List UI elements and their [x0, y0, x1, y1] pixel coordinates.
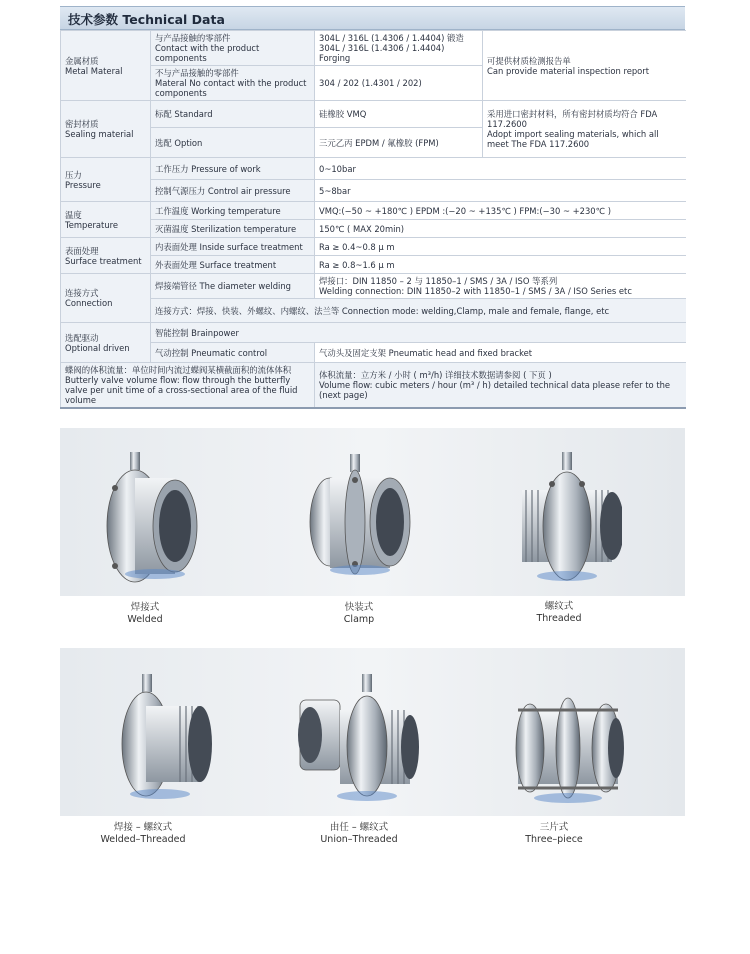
union-threaded-valve-image — [292, 670, 422, 810]
caption-clamp: 快装式 Clamp — [343, 602, 375, 625]
caption-three-piece: 三片式 Three–piece — [525, 822, 583, 845]
seal-standard-label: 标配 Standard — [151, 101, 315, 128]
metal-note: 可提供材质检测报告单 Can provide material inspection report — [483, 31, 686, 101]
temperature-steril-value: 150℃ ( MAX 20min) — [315, 220, 686, 238]
seal-note: 采用进口密封材料，所有密封材质均符合 FDA 117.2600 Adopt import sealing materials, which all meet The FDA 117.2600 — [483, 101, 686, 158]
table-row — [61, 299, 686, 323]
table-row — [61, 202, 686, 220]
metal-contact-value: 304L / 316L (1.4306 / 1.4404) 锻造 304L / 316L (1.4306 / 1.4404) Forging — [315, 31, 483, 66]
seal-standard-value: 硅橡胶 VMQ — [315, 101, 483, 128]
three-piece-valve-image — [508, 680, 628, 810]
table-row — [61, 180, 686, 202]
table-row — [61, 274, 686, 299]
surface-inside-label: 内表面处理 Inside surface treatment — [151, 238, 315, 256]
section-header — [60, 6, 685, 30]
table-row — [61, 220, 686, 238]
caption-welded: 焊接式 Welded — [127, 602, 163, 625]
connection-category: 连接方式 Connection — [61, 274, 151, 323]
connection-diameter-label: 焊接端管径 The diameter welding — [151, 274, 315, 299]
drive-pneumatic-value: 气动头及固定支架 Pneumatic head and fixed bracket — [315, 343, 686, 363]
drive-brainpower: 智能控制 Brainpower — [151, 323, 686, 343]
pressure-work-value: 0~10bar — [315, 158, 686, 180]
surface-outside-value: Ra ≥ 0.8~1.6 μ m — [315, 256, 686, 274]
clamp-valve-image — [300, 450, 420, 590]
flow-definition: 蝶阀的体积流量：单位时间内流过蝶阀某横截面积的流体体积 Butterly valve volume flow: flow through the butterfly valve per unit time of a cross-sectional area of the fluid volume — [61, 363, 315, 409]
welded-valve-image — [95, 448, 205, 588]
surface-category: 表面处理 Surface treatment — [61, 238, 151, 274]
seal-category: 密封材质 Sealing material — [61, 101, 151, 158]
section-title: 技术参数 Technical Data — [68, 12, 225, 27]
surface-outside-label: 外表面处理 Surface treatment — [151, 256, 315, 274]
caption-union-threaded: 由任 – 螺纹式 Union–Threaded — [320, 822, 398, 845]
metal-nocontact-value: 304 / 202 (1.4301 / 202) — [315, 66, 483, 101]
drive-pneumatic-label: 气动控制 Pneumatic control — [151, 343, 315, 363]
seal-option-label: 选配 Option — [151, 128, 315, 158]
connection-diameter-value: 焊接口：DIN 11850 – 2 与 11850–1 / SMS / 3A / ISO 等系列 Welding connection: DIN 11850–2 with 11850–1 / SMS / 3A / ISO Series etc — [315, 274, 686, 299]
temperature-category: 温度 Temperature — [61, 202, 151, 238]
welded-threaded-valve-image — [110, 670, 220, 810]
caption-threaded: 螺纹式 Threaded — [536, 601, 582, 624]
table-row — [61, 256, 686, 274]
table-row — [61, 31, 686, 66]
metal-contact-label: 与产品接触的零部件 Contact with the product components — [151, 31, 315, 66]
flow-units: 体积流量：立方米 / 小时 ( m³/h) 详细技术数据请参阅 ( 下页 ) Volume flow: cubic meters / hour (m³ / h) detailed technical data please refer to the (next page) — [315, 363, 686, 409]
metal-nocontact-label: 不与产品接触的零部件 Materal No contact with the product components — [151, 66, 315, 101]
seal-option-value: 三元乙丙 EPDM / 氟橡胶 (FPM) — [315, 128, 483, 158]
table-row — [61, 101, 686, 128]
drive-category: 选配驱动 Optional driven — [61, 323, 151, 363]
pressure-air-value: 5~8bar — [315, 180, 686, 202]
temperature-steril-label: 灭菌温度 Sterilization temperature — [151, 220, 315, 238]
table-row — [61, 238, 686, 256]
metal-category: 金属材质 Metal Materal — [61, 31, 151, 101]
table-row — [61, 363, 686, 409]
threaded-valve-image — [512, 448, 622, 588]
temperature-work-value: VMQ:(−50 ~ +180℃ ) EPDM :(−20 ~ +135℃ ) FPM:(−30 ~ +230℃ ) — [315, 202, 686, 220]
pressure-air-label: 控制气源压力 Control air pressure — [151, 180, 315, 202]
connection-mode: 连接方式：焊接、快装、外螺纹、内螺纹、法兰等 Connection mode: welding,Clamp, male and female, flange, etc — [151, 299, 686, 323]
pressure-work-label: 工作压力 Pressure of work — [151, 158, 315, 180]
table-row — [61, 158, 686, 180]
temperature-work-label: 工作温度 Working temperature — [151, 202, 315, 220]
technical-data-table — [60, 30, 686, 409]
table-row — [61, 343, 686, 363]
pressure-category: 压力 Pressure — [61, 158, 151, 202]
caption-welded-threaded: 焊接 – 螺纹式 Welded–Threaded — [100, 822, 186, 845]
surface-inside-value: Ra ≥ 0.4~0.8 μ m — [315, 238, 686, 256]
table-row — [61, 323, 686, 343]
